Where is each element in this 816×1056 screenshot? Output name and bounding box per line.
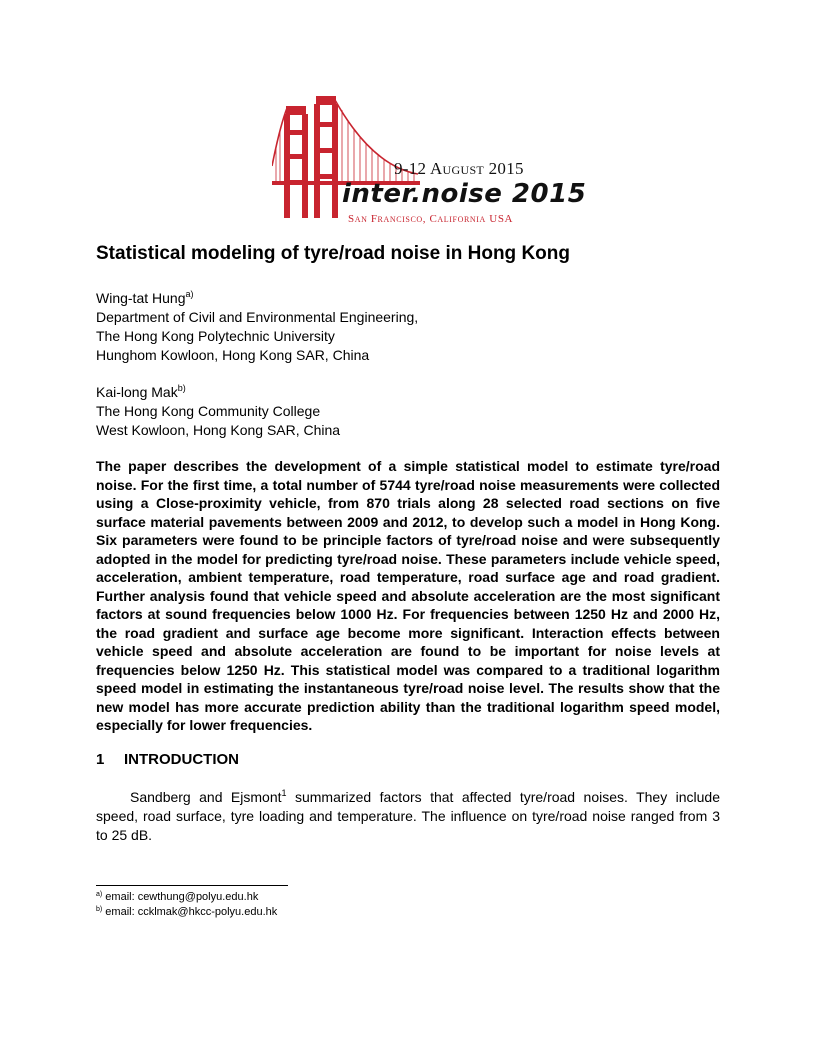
conference-date: 9-12 August 2015 bbox=[394, 159, 524, 178]
section-heading bbox=[96, 751, 239, 768]
abstract: The paper describes the development of a simple statistical model to estimate tyre/road noise. For the first time, a total number of 5744 tyre/road noise measurements were collected using a Close-proximity vehicle, from 870 trials along 28 selected road sections on five surface material pavements between 2009 and 2012, to develop such a model in Hong Kong. Six parameters were found to be principle factors of tyre/road noise and were subsequently adopted in the model for predicting tyre/road noise. These parameters include vehicle speed, acceleration, ambient temperature, road temperature, road surface age and road gradient. Further analysis found that vehicle speed and absolute acceleration are the most significant factors at sound frequencies below 1000 Hz. For frequencies between 1250 Hz and 2000 Hz, the road gradient and surface age become more significant. Interaction effects between vehicle speed and absolute acceleration are found to be important for noise levels at frequencies below 1250 Hz. This statistical model was compared to a traditional logarithm speed model in estimating the instantaneous tyre/road noise level. The results show that the new model has more accurate prediction ability than the traditional logarithm speed model, especially for lower frequencies. bbox=[96, 458, 720, 733]
author-name: Kai-long Mak$^{b)}$ bbox=[96, 383, 186, 400]
section-title: INTRODUCTION bbox=[124, 751, 239, 768]
author-name: Wing-tat Hung$^{a)}$ bbox=[96, 289, 194, 306]
paper-title: Statistical modeling of tyre/road noise in Hong Kong bbox=[96, 243, 570, 264]
affiliation-line: Department of Civil and Environmental Engineering, bbox=[96, 309, 419, 325]
affiliation-line: Hunghom Kowloon, Hong Kong SAR, China bbox=[96, 347, 370, 363]
affiliation-line: The Hong Kong Community College bbox=[96, 403, 321, 419]
author-block-2 bbox=[96, 383, 340, 440]
conference-name: inter.noise 2015 bbox=[342, 179, 587, 209]
citation-ref: 1 bbox=[281, 788, 287, 798]
footnote-divider bbox=[96, 885, 288, 886]
section-number: 1 bbox=[96, 751, 105, 768]
author-block-1 bbox=[96, 289, 418, 365]
conference-location: San Francisco, California USA bbox=[348, 213, 514, 225]
author-footnote-mark: a) bbox=[185, 289, 194, 299]
author-footnote-mark: b) bbox=[177, 383, 186, 393]
footnote-email-2: $^{b)}$ email: ccklmak@hkcc-polyu.edu.hk bbox=[96, 906, 278, 918]
affiliation-line: The Hong Kong Polytechnic University bbox=[96, 328, 335, 344]
conference-logo bbox=[272, 96, 587, 230]
intro-paragraph: Sandberg and Ejsmont$^1$ summarized factors that affected tyre/road noises. They include speed, road surface, tyre loading and temperature. The influence on tyre/road noise ranged from 3 to 25 dB. bbox=[96, 788, 720, 843]
footnote-email-1: $^{a)}$ email: cewthung@polyu.edu.hk bbox=[96, 891, 259, 903]
affiliation-line: West Kowloon, Hong Kong SAR, China bbox=[96, 422, 341, 438]
